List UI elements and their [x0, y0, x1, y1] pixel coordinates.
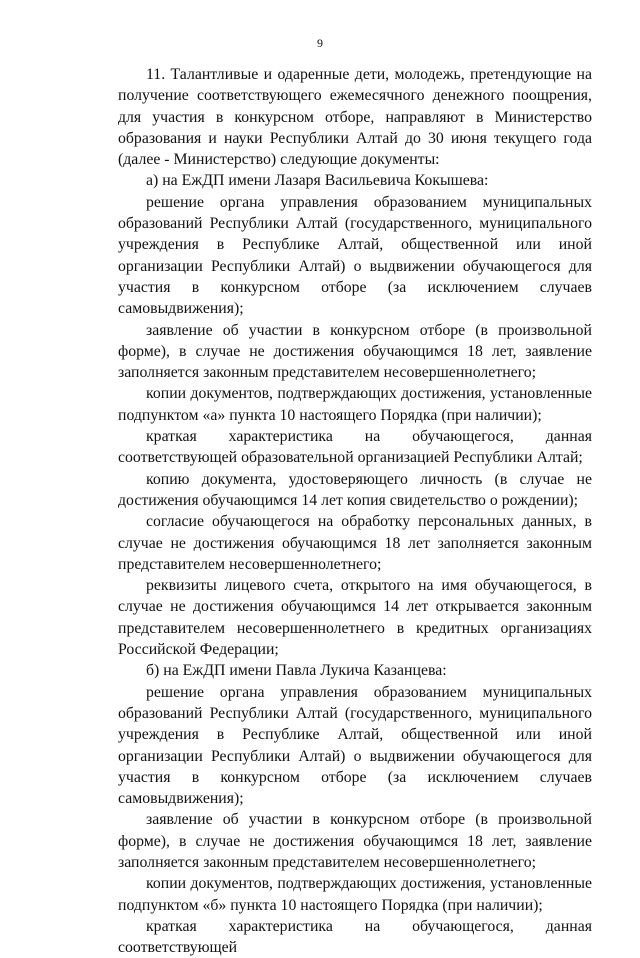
paragraph: заявление об участии в конкурсном отборе (в произвольной форме), в случае не достижения обучающимся 18 лет, заявление заполняется законным представителем несовершеннолетнего;	[118, 811, 592, 871]
paragraph: краткая характеристика на обучающегося, данная соответствующей образовательной организацией Республики Алтай;	[118, 428, 592, 467]
body-text	[118, 64, 592, 958]
paragraph: заявление об участии в конкурсном отборе (в произвольной форме), в случае не достижения обучающимся 18 лет, заявление заполняется законным представителем несовершеннолетнего;	[118, 321, 592, 382]
paragraph: копии документов, подтверждающих достижения, установленные подпунктом «б» пункта 10 настоящего Порядка (при наличии);	[118, 875, 592, 914]
paragraph: решение органа управления образованием муниципальных образований Республики Алтай (государственного, муниципального учреждения в Республике Алтай, общественной или иной организации Республики Алтай) о выдвижении обучающегося для участия в конкурсном отборе (за исключением случаев самовыдвижения);	[118, 193, 592, 318]
paragraph-subitem-a-heading: а) на ЕжДП имени Лазаря Васильевича Кокышева:	[146, 172, 489, 190]
page-number: 9	[317, 36, 323, 50]
paragraph: решение органа управления образованием муниципальных образований Республики Алтай (государственного, муниципального учреждения в Республике Алтай, общественной или иной организации Республики Алтай) о выдвижении обучающегося для участия в конкурсном отборе (за исключением случаев самовыдвижения);	[118, 683, 592, 808]
paragraph-item-11-intro: 11. Талантливые и одаренные дети, молодежь, претендующие на получение соответствующего ежемесячного денежного поощрения, для участия в конкурсном отборе, направляют в Министерство образования и науки Республики Алтай до 30 июня текущего года (далее - Министерство) следующие документы:	[118, 66, 592, 169]
paragraph: краткая характеристика на обучающегося, данная соответствующей	[118, 917, 592, 957]
paragraph-subitem-b-heading: б) на ЕжДП имени Павла Лукича Казанцева:	[146, 662, 447, 680]
paragraph: копию документа, удостоверяющего личность (в случае не достижения обучающимся 14 лет копия свидетельство о рождении);	[118, 470, 592, 509]
paragraph: согласие обучающегося на обработку персональных данных, в случае не достижения обучающимся 18 лет заполняется законным представителем несовершеннолетнего;	[118, 513, 592, 573]
paragraph: копии документов, подтверждающих достижения, установленные подпунктом «а» пункта 10 настоящего Порядка (при наличии);	[118, 385, 592, 424]
paragraph: реквизиты лицевого счета, открытого на имя обучающегося, в случае не достижения обучающимся 14 лет открывается законным представителем несовершеннолетнего в кредитных организациях Российской Федерации;	[118, 577, 592, 659]
